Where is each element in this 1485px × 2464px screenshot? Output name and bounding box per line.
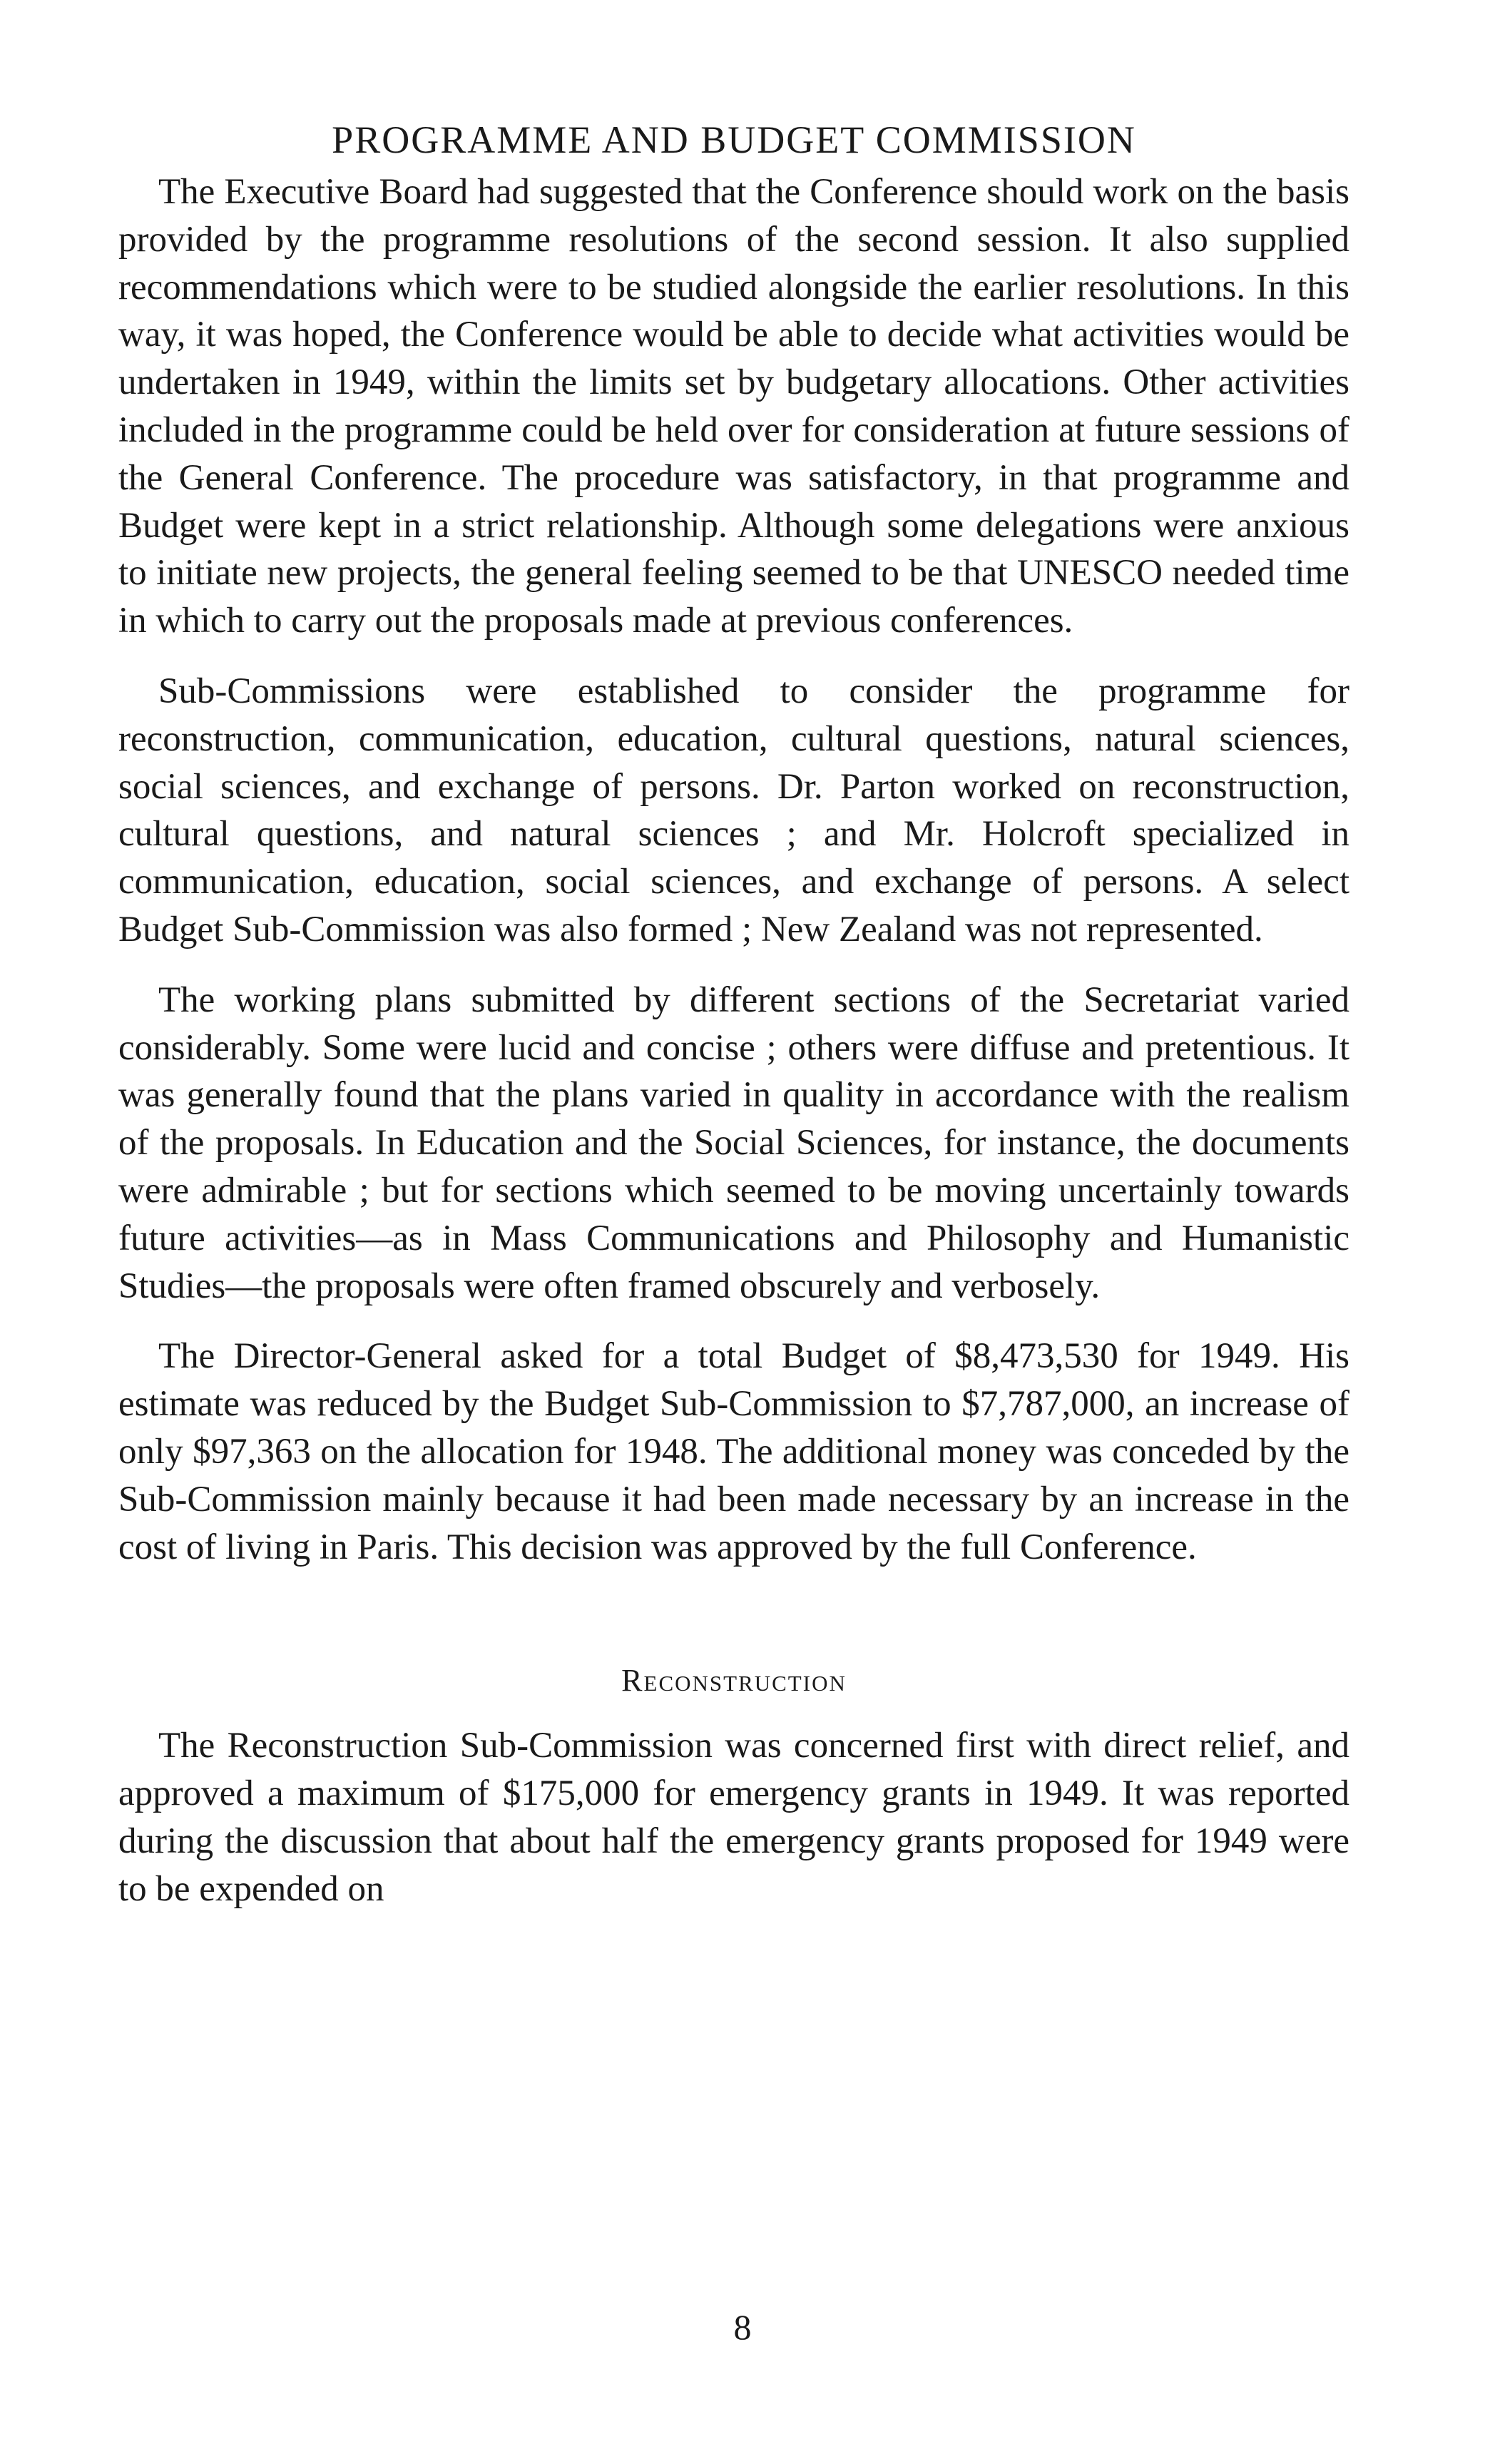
paragraph-executive-board: The Executive Board had suggested that the Conference should work on the basis provided by the programme resolutions of the second session. It also supplied recommendations which were to be studied alongside the earlier resolutions. In this way, it was hoped, the Conference would be able to decide what activities would be undertaken in 1949, within the limits set by budgetary allocations. Other activities included in the programme could be held over for consideration at future sessions of the General Conference. The procedure was satisfactory, in that programme and Budget were kept in a strict relationship. Although some delegations were anxious to initiate new projects, the general feeling seemed to be that UNESCO needed time in which to carry out the proposals made at previous conferences.: [118, 172, 1349, 641]
paragraph-reconstruction: The Reconstruction Sub-Commission was concerned first with direct relief, and approved a maximum of $175,000 for emergency grants in 1949. It was reported during the discussion that about half the emergency grants proposed for 1949 were to be expended on: [118, 1726, 1349, 1909]
section-heading: PROGRAMME AND BUDGET COMMISSION: [332, 118, 1136, 161]
paragraph-working-plans: The working plans submitted by different sections of the Secretariat varied considerably. Some were lucid and concise ; others were diffuse and pretentious. It was generally found that the plans varied in quality in accordance with the realism of the proposals. In Education and the Social Sciences, for instance, the documents were admirable ; but for sections which seemed to be moving uncertainly towards future activities—as in Mass Communications and Philosophy and Humanistic Studies—the proposals were often framed obscurely and verbosely.: [118, 979, 1349, 1306]
paragraph-sub-commissions: Sub-Commissions were established to consider the programme for reconstruction, communication, education, cultural questions, natural sciences, social sciences, and exchange of persons. Dr. Parton worked on reconstruction, cultural questions, and natural sciences ; and Mr. Holcroft specialized in communication, education, social sciences, and exchange of persons. A select Budget Sub-Commission was also formed ; New Zealand was not represented.: [118, 671, 1349, 950]
page-number: 8: [733, 2307, 752, 2347]
reconstruction-heading: Reconstruction: [621, 1663, 847, 1699]
page-body: [118, 114, 1349, 1936]
paragraph-budget: The Director-General asked for a total Budget of $8,473,530 for 1949. His estimate was reduced by the Budget Sub-Commission to $7,787,000, an increase of only $97,363 on the allocation for 1948. The additional money was conceded by the Sub-Commission mainly because it had been made necessary by an increase in the cost of living in Paris. This decision was approved by the full Conference.: [118, 1336, 1349, 1567]
